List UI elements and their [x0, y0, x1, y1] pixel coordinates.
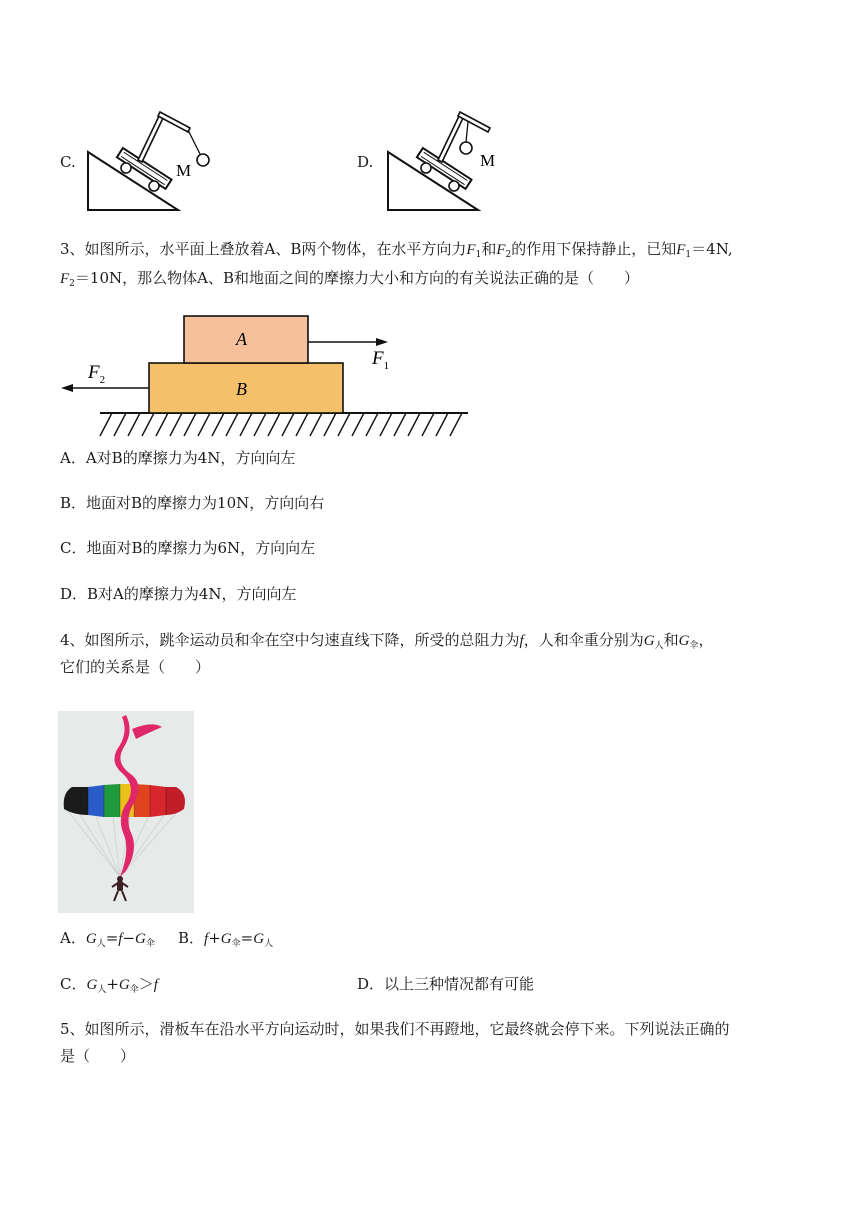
parachute-photo [58, 711, 194, 913]
force-f1-label: $F_1$ [372, 348, 390, 372]
block-b-label: B [236, 379, 247, 399]
incline-cart-figure-c [84, 108, 224, 214]
force-f2-label: $F_2$ [88, 362, 106, 386]
incline-cart-figure-d [384, 108, 514, 214]
canopy-cell-green [104, 784, 120, 817]
q4-option-d: D．以上三种情况都有可能 [357, 975, 535, 993]
option-c-label: C. [60, 153, 76, 171]
q4-options-row1: A．$G_人=f-G_伞$ [60, 929, 155, 949]
q3-stem-line1: 3、如图所示，水平面上叠放着A、B两个物体，在水平方向力$F_1$和$F_2$的作用下保持静止，已知$F_1=4N$, [60, 240, 733, 260]
block-a-label: A [236, 329, 247, 349]
stacked-blocks-figure [60, 312, 472, 440]
q5-stem-line1: 5、如图所示，滑板车在沿水平方向运动时，如果我们不再蹬地，它最终就会停下来。下列说法正确的 [60, 1020, 730, 1038]
q4-option-b: B．$f+G_伞=G_人$ [178, 929, 274, 949]
option-d-label: D. [357, 153, 374, 171]
canopy-cell-red [150, 785, 166, 817]
ball-label-c: M [176, 161, 192, 180]
q3-option-b: B．地面对B的摩擦力为10N，方向向右 [60, 494, 325, 512]
q3-option-d: D．B对A的摩擦力为4N，方向向左 [60, 585, 297, 603]
q5-stem-line2: 是（ ） [60, 1047, 136, 1065]
q3-stem-line2: $F_2=10N$，那么物体A、B和地面之间的摩擦力大小和方向的有关说法正确的是（ ） [60, 269, 639, 289]
q3-option-a: A．A对B的摩擦力为4N，方向向左 [60, 449, 296, 467]
q4-option-c: C．$G_人+G_伞>f$ [60, 975, 158, 995]
ball-label-d: M [480, 151, 496, 170]
q4-stem-line1: 4、如图所示，跳伞运动员和伞在空中匀速直线下降，所受的总阻力为f，人和伞重分别为$G_人$和$G_伞$， [60, 631, 714, 651]
q3-option-c: C．地面对B的摩擦力为6N，方向向左 [60, 539, 316, 557]
q4-stem-line2: 它们的关系是（ ） [60, 658, 211, 676]
canopy-cell-blue [88, 785, 104, 817]
